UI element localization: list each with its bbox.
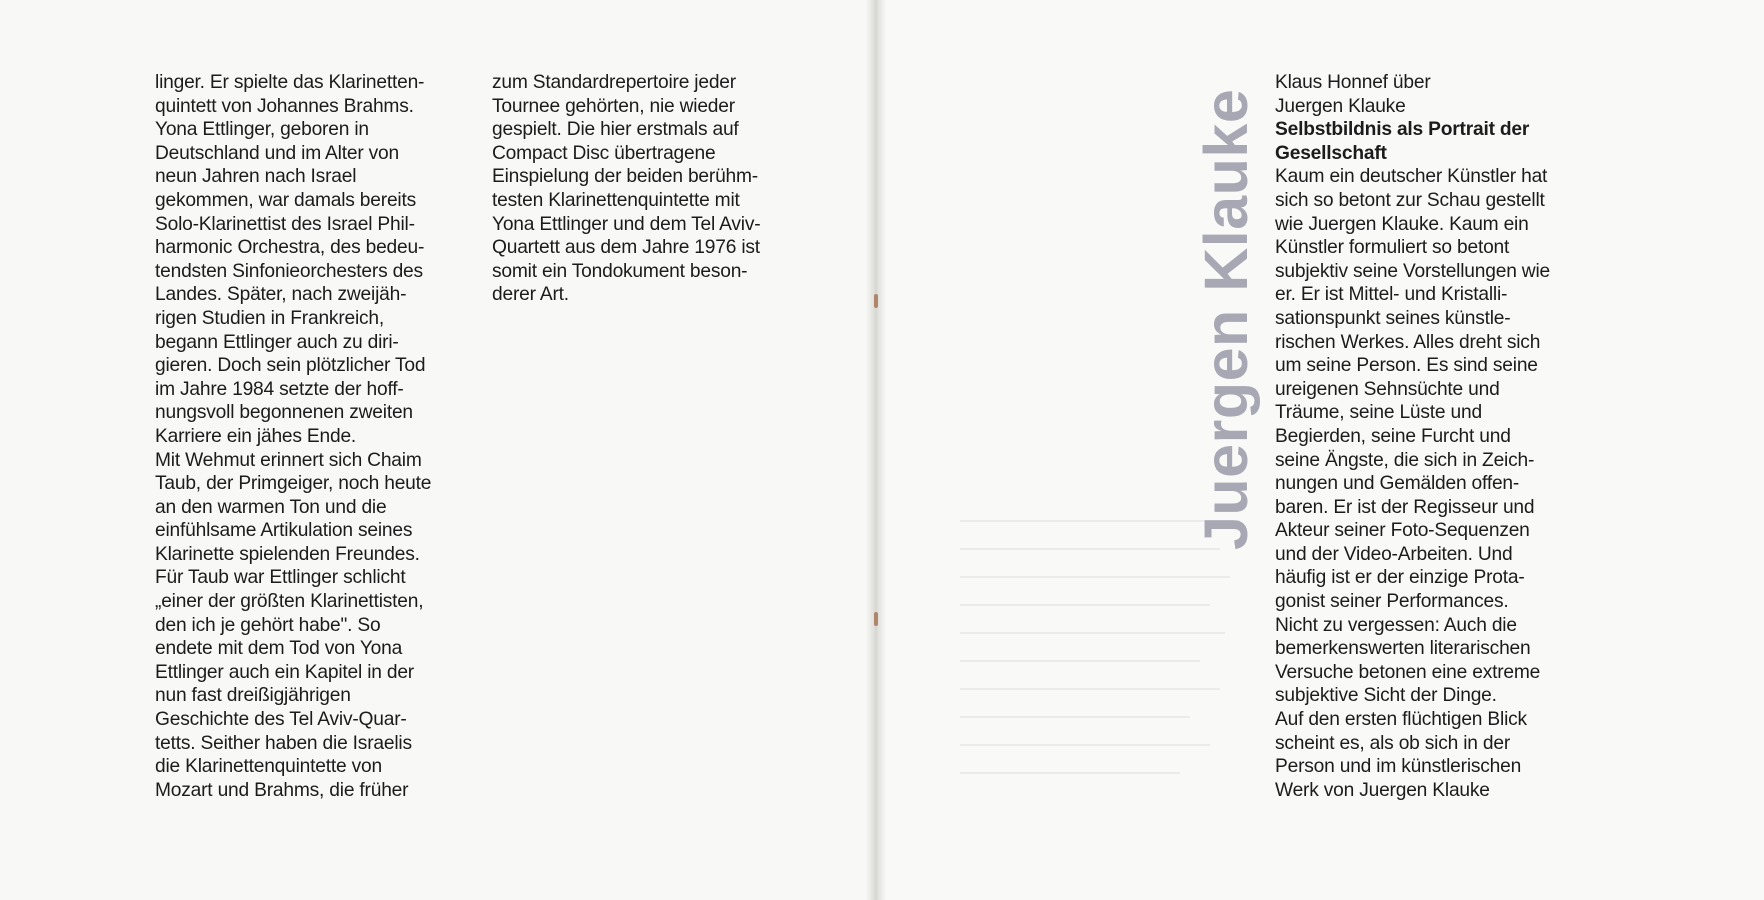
- text-line: Geschichte des Tel Aviv-Quar-: [155, 709, 407, 731]
- right-text-column: [1275, 71, 1615, 802]
- text-line: nungsvoll begonnenen zweiten: [155, 402, 413, 424]
- text-line: derer Art.: [492, 284, 569, 306]
- show-through-line: [960, 548, 1220, 550]
- text-line: Träume, seine Lüste und: [1275, 402, 1482, 424]
- text-line: er. Er ist Mittel- und Kristalli-: [1275, 284, 1508, 306]
- text-line: Auf den ersten flüchtigen Blick: [1275, 709, 1527, 731]
- text-line: Versuche betonen eine extreme: [1275, 661, 1541, 683]
- text-line: endete mit dem Tod von Yona: [155, 638, 403, 660]
- text-line: begann Ettlinger auch zu diri-: [155, 331, 399, 353]
- text-line: zum Standardrepertoire jeder: [492, 72, 736, 93]
- text-line: Landes. Später, nach zweijäh-: [155, 284, 407, 306]
- text-line: tendsten Sinfonieorchesters des: [155, 260, 423, 282]
- text-line: tetts. Seither haben die Israelis: [155, 732, 412, 754]
- show-through-line: [960, 688, 1220, 690]
- text-line: nun fast dreißigjährigen: [155, 685, 351, 707]
- text-line: wie Juergen Klauke. Kaum ein: [1275, 213, 1529, 235]
- text-line: Yona Ettlinger und dem Tel Aviv-: [492, 213, 761, 235]
- text-line: die Klarinettenquintette von: [155, 756, 382, 778]
- text-line: den ich je gehört habe". So: [155, 614, 381, 636]
- text-line: scheint es, als ob sich in der: [1275, 732, 1511, 754]
- text-line: gespielt. Die hier erstmals auf: [492, 119, 739, 141]
- text-line: um seine Person. Es sind seine: [1275, 355, 1538, 377]
- text-line: bemerkenswerten literarischen: [1275, 638, 1531, 660]
- text-line: neun Jahren nach Israel: [155, 166, 357, 188]
- text-line: an den warmen Ton und die: [155, 496, 387, 518]
- text-line: subjektive Sicht der Dinge.: [1275, 685, 1497, 707]
- text-line: rigen Studien in Frankreich,: [155, 307, 385, 329]
- text-line: Karriere ein jähes Ende.: [155, 425, 357, 447]
- text-line: harmonic Orchestra, des bedeu-: [155, 237, 425, 259]
- text-line: Mit Wehmut erinnert sich Chaim: [155, 449, 422, 471]
- essay-subtitle: Gesellschaft: [1275, 142, 1387, 164]
- text-line: Taub, der Primgeiger, noch heute: [155, 473, 432, 495]
- left-text-column-2: [492, 71, 822, 307]
- staple-mark: [874, 612, 878, 626]
- booklet-gutter: [866, 0, 886, 900]
- show-through-line: [960, 660, 1200, 662]
- artist-name-rotated: Juergen Klauke: [1192, 88, 1260, 550]
- text-line: Für Taub war Ettlinger schlicht: [155, 567, 406, 589]
- text-line: häufig ist er der einzige Prota-: [1275, 567, 1525, 589]
- text-line: testen Klarinettenquintette mit: [492, 189, 740, 211]
- text-line: gekommen, war damals bereits: [155, 189, 417, 211]
- text-line: Künstler formuliert so betont: [1275, 237, 1510, 259]
- staple-mark: [874, 294, 878, 308]
- text-line: „einer der größten Klarinettisten,: [155, 591, 424, 613]
- left-text-column-1: [155, 71, 485, 802]
- text-line: Solo-Klarinettist des Israel Phil-: [155, 213, 415, 235]
- text-line: Kaum ein deutscher Künstler hat: [1275, 166, 1548, 188]
- text-line: Deutschland und im Alter von: [155, 142, 399, 164]
- text-line: Ettlinger auch ein Kapitel in der: [155, 661, 414, 683]
- byline-line: Juergen Klauke: [1275, 95, 1406, 117]
- text-line: baren. Er ist der Regisseur und: [1275, 496, 1535, 518]
- text-line: rischen Werkes. Alles dreht sich: [1275, 331, 1541, 353]
- text-line: seine Ängste, die sich in Zeich-: [1275, 449, 1535, 471]
- text-line: Yona Ettlinger, geboren in: [155, 119, 369, 141]
- text-line: gonist seiner Performances.: [1275, 591, 1509, 613]
- text-line: Quartett aus dem Jahre 1976 ist: [492, 237, 760, 259]
- text-line: und der Video-Arbeiten. Und: [1275, 543, 1513, 565]
- text-line: linger. Er spielte das Klarinetten-: [155, 72, 425, 93]
- text-line: im Jahre 1984 setzte der hoff-: [155, 378, 404, 400]
- text-line: nungen und Gemälden offen-: [1275, 473, 1520, 495]
- show-through-line: [960, 716, 1190, 718]
- text-line: somit ein Tondokument beson-: [492, 260, 748, 282]
- text-line: Einspielung der beiden berühm-: [492, 166, 758, 188]
- byline-line: Klaus Honnef über: [1275, 72, 1431, 93]
- text-line: Mozart und Brahms, die früher: [155, 779, 409, 801]
- text-line: Compact Disc übertragene: [492, 142, 716, 164]
- text-line: subjektiv seine Vorstellungen wie: [1275, 260, 1550, 282]
- text-line: sich so betont zur Schau gestellt: [1275, 189, 1545, 211]
- show-through-line: [960, 744, 1210, 746]
- show-through-line: [960, 604, 1210, 606]
- text-line: ureigenen Sehnsüchte und: [1275, 378, 1500, 400]
- show-through-line: [960, 772, 1180, 774]
- text-line: Akteur seiner Foto-Sequenzen: [1275, 520, 1530, 542]
- show-through-line: [960, 632, 1225, 634]
- text-line: einfühlsame Artikulation seines: [155, 520, 413, 542]
- text-line: Klarinette spielenden Freundes.: [155, 543, 420, 565]
- text-line: sationspunkt seines künstle-: [1275, 307, 1511, 329]
- text-line: gieren. Doch sein plötzlicher Tod: [155, 355, 426, 377]
- essay-subtitle: Selbstbildnis als Portrait der: [1275, 119, 1530, 141]
- text-line: Person und im künstlerischen: [1275, 756, 1522, 778]
- text-line: Begierden, seine Furcht und: [1275, 425, 1511, 447]
- text-line: Tournee gehörten, nie wieder: [492, 95, 735, 117]
- vertical-artist-title: [1192, 72, 1260, 550]
- show-through-line: [960, 576, 1230, 578]
- text-line: Nicht zu vergessen: Auch die: [1275, 614, 1517, 636]
- text-line: Werk von Juergen Klauke: [1275, 779, 1490, 801]
- text-line: quintett von Johannes Brahms.: [155, 95, 414, 117]
